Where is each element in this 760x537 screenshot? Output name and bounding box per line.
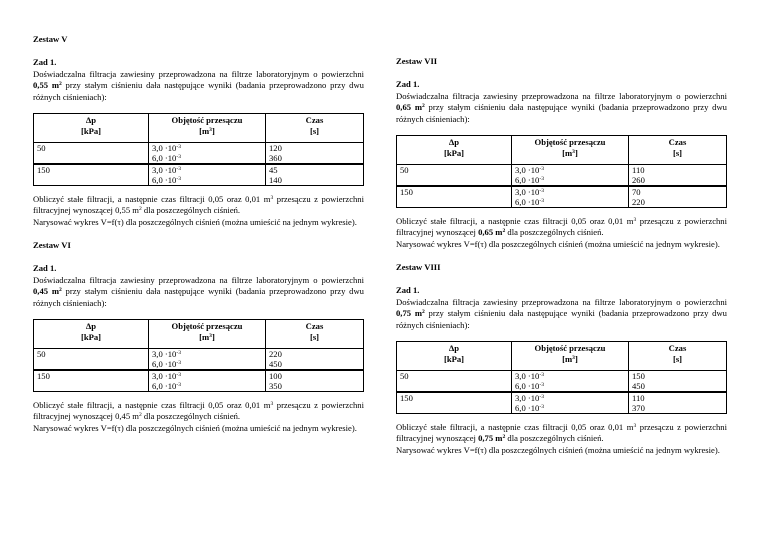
task-intro: Doświadczalna filtracja zawiesiny przeprowadzona na filtrze laboratoryjnym o powierzchni 0,55 $m^2$ przy stałym ciśnieniu dała następujące wyniki (badania przeprowadzono przy dwu różnych ciśnieniach): bbox=[33, 68, 364, 102]
cell-time: 70 220 bbox=[629, 186, 727, 208]
cell-pressure: 150 bbox=[397, 186, 512, 208]
task-label: Zad 1. bbox=[396, 285, 420, 296]
table-header bbox=[34, 319, 364, 348]
header-time: Czas [s] bbox=[629, 341, 727, 370]
header-volume: Objętość przesączu $[m^3]$ bbox=[512, 341, 629, 370]
data-table bbox=[396, 135, 727, 208]
cell-volume: $3,0 \cdot 10^{-3}$ $6,0 \cdot 10^{-3}$ bbox=[512, 392, 629, 414]
cell-pressure: 50 bbox=[397, 164, 512, 186]
header-volume: Objętość przesączu $[m^3]$ bbox=[149, 319, 266, 348]
data-table bbox=[33, 113, 364, 186]
cell-time: 120 360 bbox=[269, 142, 282, 163]
task-label: Zad 1. bbox=[33, 57, 57, 68]
table-row bbox=[397, 392, 727, 414]
cell-volume: $3,0 \cdot 10^{-3}$ $6,0 \cdot 10^{-3}$ bbox=[149, 142, 266, 164]
left-column bbox=[33, 34, 364, 434]
table-row bbox=[34, 142, 364, 164]
header-volume: Objętość przesączu $[m^3]$ bbox=[512, 135, 629, 164]
calc-instruction: Obliczyć stałe filtracji, a następnie czas filtracji 0,05 oraz 0,01 $m^3$ przesączu z powierzchni filtracyjnej wynoszącej 0,75 $m^2$ dla poszczególnych ciśnień. bbox=[396, 421, 727, 444]
section-zestaw-vii bbox=[396, 56, 727, 250]
cell-time: 100 350 bbox=[266, 370, 364, 392]
cell-pressure: 50 bbox=[397, 370, 512, 392]
header-volume: Objętość przesączu $[m^3]$ bbox=[149, 113, 266, 142]
cell-pressure: 50 bbox=[34, 348, 149, 370]
calc-instruction: Obliczyć stałe filtracji, a następnie czas filtracji 0,05 oraz 0,01 $m^3$ przesączu z powierzchni filtracyjnej wynoszącej 0,65 $m^2$ dla poszczególnych ciśnień. bbox=[396, 215, 727, 238]
header-time: Czas [s] bbox=[266, 319, 364, 348]
header-pressure: Δp [kPa] bbox=[397, 135, 512, 164]
right-column bbox=[396, 56, 727, 456]
cell-time: 45 140 bbox=[266, 164, 364, 186]
header-pressure: Δp [kPa] bbox=[34, 113, 149, 142]
cell-volume: $3,0 \cdot 10^{-3}$ $6,0 \cdot 10^{-3}$ bbox=[512, 370, 629, 392]
section-zestaw-v bbox=[33, 34, 364, 228]
table-row bbox=[34, 164, 364, 186]
cell-volume: $3,0 \cdot 10^{-3}$ $6,0 \cdot 10^{-3}$ bbox=[149, 164, 266, 186]
plot-instruction: Narysować wykres V=f(τ) dla poszczególnych ciśnień (można umieścić na jednym wykresie). bbox=[396, 238, 720, 249]
header-time: Czas [s] bbox=[266, 113, 364, 142]
cell-pressure: 150 bbox=[34, 370, 149, 392]
plot-instruction: Narysować wykres V=f(τ) dla poszczególnych ciśnień (można umieścić na jednym wykresie). bbox=[396, 444, 720, 455]
data-table bbox=[396, 341, 727, 414]
table-row bbox=[397, 370, 727, 392]
cell-time: 220 450 bbox=[269, 348, 282, 369]
section-title: Zestaw VIII bbox=[396, 261, 441, 272]
data-table bbox=[33, 319, 364, 392]
section-title: Zestaw VII bbox=[396, 56, 438, 66]
task-intro: Doświadczalna filtracja zawiesiny przeprowadzona na filtrze laboratoryjnym o powierzchni 0,45 $m^2$ przy stałym ciśnieniu dała następujące wyniki (badania przeprowadzono przy dwu różnych ciśnieniach): bbox=[33, 274, 364, 308]
cell-pressure: 50 bbox=[34, 142, 149, 164]
section-title: Zestaw V bbox=[33, 34, 68, 44]
task-intro: Doświadczalna filtracja zawiesiny przeprowadzona na filtrze laboratoryjnym o powierzchni 0,75 $m^2$ przy stałym ciśnieniu dała następujące wyniki (badania przeprowadzono przy dwu różnych ciśnieniach): bbox=[396, 296, 727, 330]
calc-instruction: Obliczyć stałe filtracji, a następnie czas filtracji 0,05 oraz 0,01 $m^3$ przesączu z powierzchni filtracyjnej wynoszącej 0,55 $m^2$ dla poszczególnych ciśnień. bbox=[33, 193, 364, 216]
task-intro: Doświadczalna filtracja zawiesiny przeprowadzona na filtrze laboratoryjnym o powierzchni 0,65 $m^2$ przy stałym ciśnieniu dała następujące wyniki (badania przeprowadzono przy dwu różnych ciśnieniach): bbox=[396, 90, 727, 124]
task-label: Zad 1. bbox=[33, 263, 57, 274]
table-row bbox=[34, 370, 364, 392]
section-zestaw-viii bbox=[396, 262, 727, 456]
table-header bbox=[34, 113, 364, 142]
header-pressure: Δp [kPa] bbox=[34, 319, 149, 348]
header-pressure: Δp [kPa] bbox=[397, 341, 512, 370]
cell-pressure: 150 bbox=[34, 164, 149, 186]
cell-time: 110 260 bbox=[632, 164, 645, 185]
cell-volume: $3,0 \cdot 10^{-3}$ $6,0 \cdot 10^{-3}$ bbox=[149, 348, 266, 370]
table-row bbox=[397, 186, 727, 208]
cell-time: 150 450 bbox=[632, 370, 645, 391]
cell-volume: $3,0 \cdot 10^{-3}$ $6,0 \cdot 10^{-3}$ bbox=[512, 164, 629, 186]
plot-instruction: Narysować wykres V=f(τ) dla poszczególnych ciśnień (można umieścić na jednym wykresie). bbox=[33, 422, 357, 433]
cell-volume: $3,0 \cdot 10^{-3}$ $6,0 \cdot 10^{-3}$ bbox=[149, 370, 266, 392]
header-time: Czas [s] bbox=[629, 135, 727, 164]
cell-pressure: 150 bbox=[397, 392, 512, 414]
task-label: Zad 1. bbox=[396, 79, 420, 90]
cell-volume: $3,0 \cdot 10^{-3}$ $6,0 \cdot 10^{-3}$ bbox=[512, 186, 629, 208]
section-zestaw-vi bbox=[33, 240, 364, 434]
table-row bbox=[397, 164, 727, 186]
table-row bbox=[34, 348, 364, 370]
table-header bbox=[397, 341, 727, 370]
section-title: Zestaw VI bbox=[33, 239, 71, 250]
cell-time: 110 370 bbox=[629, 392, 727, 414]
calc-instruction: Obliczyć stałe filtracji, a następnie czas filtracji 0,05 oraz 0,01 $m^3$ przesączu z powierzchni filtracyjnej wynoszącej 0,45 $m^2$ dla poszczególnych ciśnień. bbox=[33, 399, 364, 422]
table-header bbox=[397, 135, 727, 164]
plot-instruction: Narysować wykres V=f(τ) dla poszczególnych ciśnień (można umieścić na jednym wykresie). bbox=[33, 216, 357, 227]
